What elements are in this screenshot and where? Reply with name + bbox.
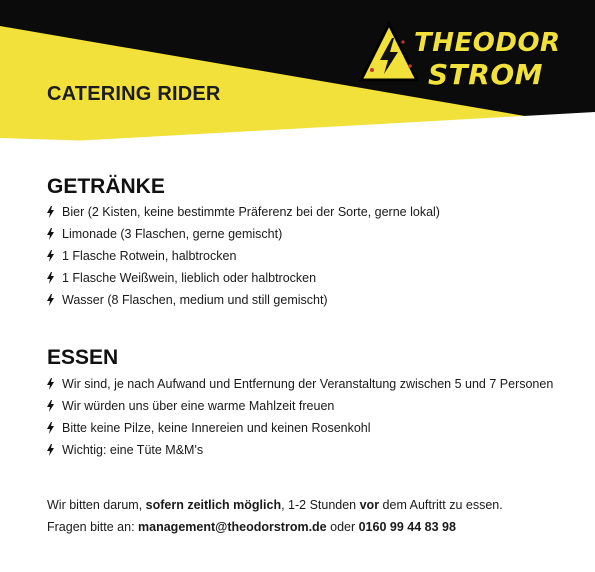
lightning-bolt-icon <box>47 250 54 262</box>
logo-text-strom: STROM <box>428 58 543 91</box>
lightning-bolt-icon <box>47 422 54 434</box>
drinks-list <box>47 201 440 311</box>
footer-contact <box>47 520 456 534</box>
list-item <box>47 417 553 439</box>
contact-phone: 0160 99 44 83 98 <box>358 520 456 534</box>
list-item-text: 1 Flasche Rotwein, halbtrocken <box>62 249 237 263</box>
footer-emphasis: vor <box>359 498 380 512</box>
footer-text: oder <box>326 520 359 534</box>
section-title-food: ESSEN <box>47 346 119 369</box>
band-logo <box>358 16 561 96</box>
footer-text: , 1-2 Stunden <box>281 498 360 512</box>
list-item-text: Limonade (3 Flaschen, gerne gemischt) <box>62 227 283 241</box>
lightning-bolt-icon <box>47 228 54 240</box>
lightning-bolt-icon <box>47 272 54 284</box>
lightning-bolt-icon <box>47 400 54 412</box>
list-item <box>47 439 553 461</box>
lightning-bolt-icon <box>47 378 54 390</box>
list-item <box>47 267 440 289</box>
logo-text-theodor: THEODOR <box>414 28 561 58</box>
list-item <box>47 373 553 395</box>
food-list <box>47 373 553 461</box>
list-item-text: Wasser (8 Flaschen, medium und still gemischt) <box>62 293 328 307</box>
footer-note <box>47 498 503 512</box>
lightning-bolt-icon <box>47 206 54 218</box>
footer-text: dem Auftritt zu essen. <box>379 498 503 512</box>
footer-text: Fragen bitte an: <box>47 520 139 534</box>
footer-emphasis: sofern zeitlich möglich <box>145 498 282 512</box>
list-item-text: Wir sind, je nach Aufwand und Entfernung der Veranstaltung zwischen 5 und 7 Personen <box>62 377 554 391</box>
list-item-text: 1 Flasche Weißwein, lieblich oder halbtrocken <box>62 271 317 285</box>
list-item <box>47 395 553 417</box>
warning-bolt-icon <box>358 20 420 86</box>
list-item <box>47 245 440 267</box>
contact-email: management@theodorstrom.de <box>138 520 327 534</box>
list-item-text: Wir würden uns über eine warme Mahlzeit freuen <box>62 399 335 413</box>
list-item-text: Bier (2 Kisten, keine bestimmte Präferenz bei der Sorte, gerne lokal) <box>62 205 440 219</box>
list-item-text: Bitte keine Pilze, keine Innereien und keinen Rosenkohl <box>62 421 371 435</box>
lightning-bolt-icon <box>47 444 54 456</box>
list-item <box>47 223 440 245</box>
footer-text: Wir bitten darum, <box>47 498 146 512</box>
list-item <box>47 201 440 223</box>
list-item <box>47 289 440 311</box>
list-item-text: Wichtig: eine Tüte M&M's <box>62 443 204 457</box>
section-title-drinks: GETRÄNKE <box>47 175 165 198</box>
page-title: CATERING RIDER <box>47 83 221 105</box>
lightning-bolt-icon <box>47 294 54 306</box>
